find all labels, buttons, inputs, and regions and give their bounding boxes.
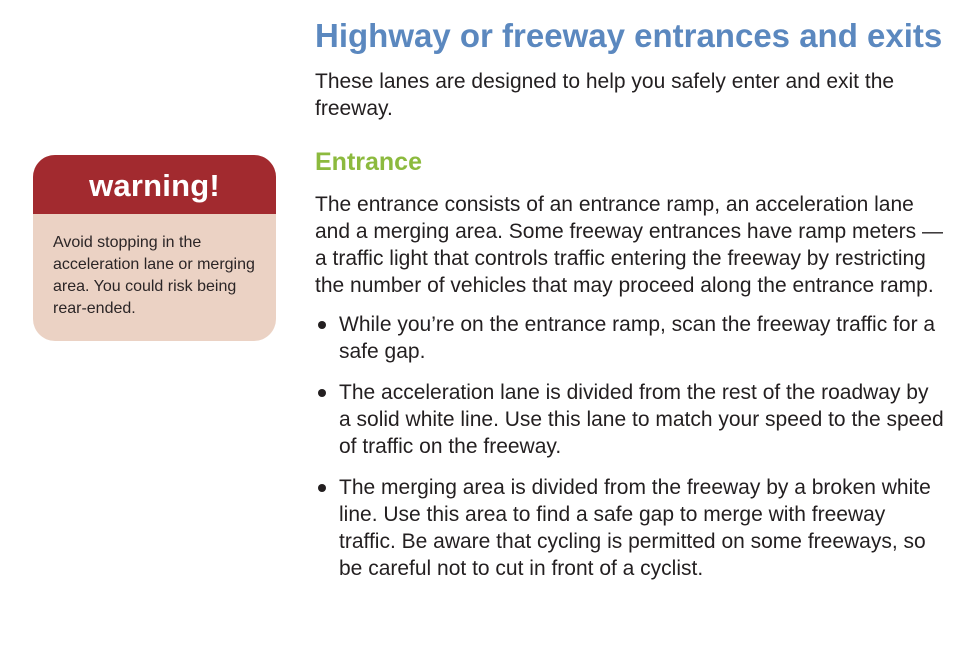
warning-text: Avoid stopping in the acceleration lane or merging area. You could risk being rear-ended. [53, 234, 255, 317]
section-title-entrance: Entrance [315, 148, 422, 176]
bullet-icon [318, 389, 326, 397]
list-item [315, 379, 945, 460]
page-title: Highway or freeway entrances and exits [315, 17, 943, 54]
list-item-text: The acceleration lane is divided from the rest of the roadway by a solid white line. Use this lane to match your speed to the speed of traffic on the freeway. [339, 381, 944, 458]
entrance-bullet-list [315, 311, 945, 582]
bullet-icon [318, 484, 326, 492]
list-item [315, 311, 945, 365]
list-item [315, 474, 945, 582]
bullet-icon [318, 321, 326, 329]
list-item-text: The merging area is divided from the freeway by a broken white line. Use this area to find a safe gap to merge with freeway traffic. Be aware that cycling is permitted on some freeways, so be careful not to cut in front of a cyclist. [339, 476, 931, 580]
main-content [315, 14, 945, 596]
intro-paragraph: These lanes are designed to help you safely enter and exit the freeway. [315, 70, 895, 120]
warning-callout [33, 155, 276, 341]
list-item-text: While you’re on the entrance ramp, scan the freeway traffic for a safe gap. [339, 313, 936, 363]
warning-title: warning! [33, 155, 276, 214]
entrance-paragraph: The entrance consists of an entrance ramp, an acceleration lane and a merging area. Some freeway entrances have ramp meters — a traffic light that controls traffic entering the freeway by restricting the number of vehicles that may proceed along the entrance ramp. [315, 193, 943, 297]
